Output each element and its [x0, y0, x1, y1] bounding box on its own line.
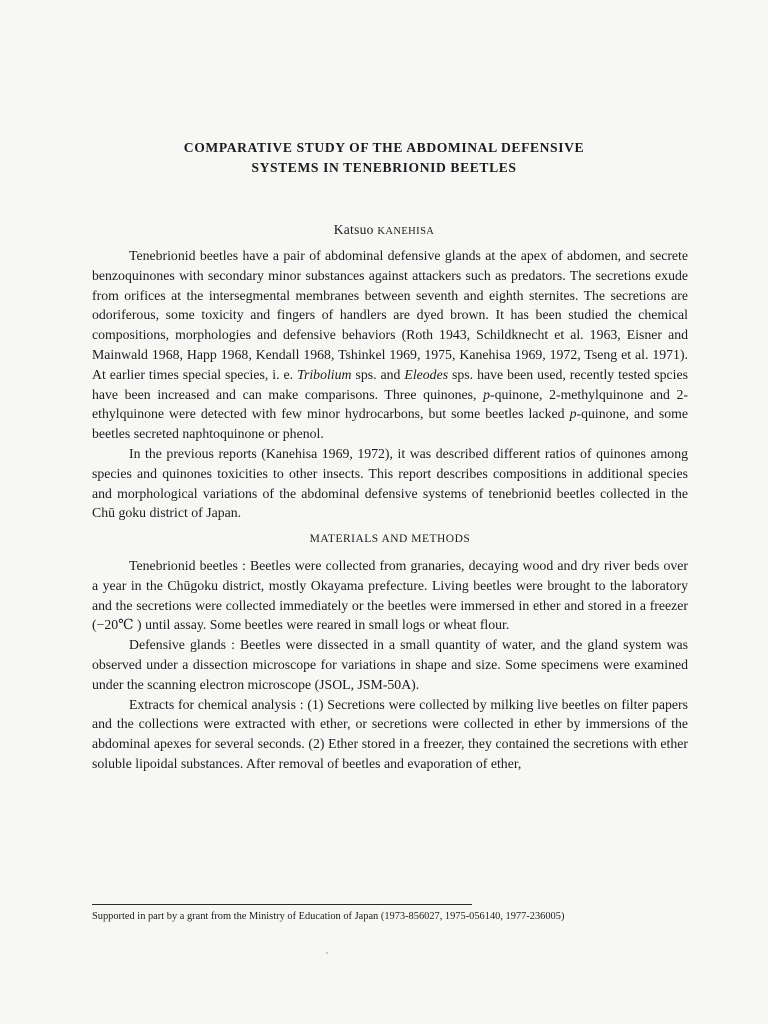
text-run: -quinone, and some beetles secreted naphtoquinone or phenol.	[92, 406, 689, 442]
author-family-name: KANEHISA	[377, 226, 435, 237]
genus-name: Eleodes	[404, 366, 449, 382]
title-line-2: SYSTEMS IN TENEBRIONID BEETLES	[251, 160, 517, 175]
text-run: sps. and	[351, 366, 405, 382]
paper-title	[0, 138, 768, 178]
scan-speck	[326, 952, 328, 954]
footnote: Supported in part by a grant from the Ministry of Education of Japan (1973-856027, 1975-056140, 1977-236005)	[92, 911, 565, 922]
intro-paragraph-1	[92, 246, 688, 444]
methods-paragraph-1: Tenebrionid beetles : Beetles were collected from granaries, decaying wood and dry river beds over a year in the Chūgoku district, mostly Okayama prefecture. Living beetles were brought to the laboratory and the secretions were collected immediately or the beetles were immersed in ether and stored in a freezer (−20℃ ) until assay. Some beetles were reared in small logs or wheat flour.	[92, 557, 688, 633]
para-prefix: p	[483, 386, 490, 402]
text-run: sps. have been used, recently tested spcies have been increased and can make comparisons. Three quinones,	[92, 366, 689, 402]
genus-name: Tribolium	[297, 366, 352, 382]
intro-paragraph-2: In the previous reports (Kanehisa 1969, 1972), it was described different ratios of quinones among species and quinones toxicities to other insects. This report describes compositions in additional species and morphological variations of the abdominal defensive systems of tenebrionid beetles collected in the Chū goku district of Japan.	[92, 445, 688, 521]
text-run: Tenebrionid beetles have a pair of abdominal defensive glands at the apex of abdomen, and secrete benzoquinones with secondary minor substances against attackers such as predators. The secretions exude from orifices at the intersegmental membranes between seventh and eighth sternites. The secretions are odoriferous, some toxicity and fingers of handlers are dyed brown. It has been studied the chemical compositions, morphologies and defensive behaviors (Roth 1943, Schildknecht et al. 1963, Eisner and Mainwald 1968, Happ 1968, Kendall 1968, Tshinkel 1969, 1975, Kanehisa 1969, 1972, Tseng et al. 1971). At earlier times special species, i. e.	[92, 248, 688, 382]
author-given-name: Katsuo	[333, 222, 374, 237]
methods-paragraph-3: Extracts for chemical analysis : (1) Secretions were collected by milking live beetles on filter papers and the collections were extracted with ether, or secretions were collected in ether by immersions of the abdominal apexes for several seconds. (2) Ether stored in a freezer, they contained the secretions with ether soluble lipoidal substances. After removal of beetles and evaporation of ether,	[92, 696, 688, 771]
section-heading: MATERIALS AND METHODS	[309, 533, 471, 546]
title-line-1: COMPARATIVE STUDY OF THE ABDOMINAL DEFENSIVE	[183, 140, 585, 155]
text-run: -quinone, 2-methylquinone and 2-ethylquinone were detected with few minor hydrocarbons, but some beetles lacked	[92, 386, 688, 422]
methods-paragraph-2: Defensive glands : Beetles were dissected in a small quantity of water, and the gland system was observed under a dissection microscope for variations in shape and size. Some specimens were examined under the scanning electron microscope (JSOL, JSM-50A).	[92, 637, 688, 692]
para-prefix: p	[569, 406, 577, 422]
author-byline	[0, 222, 768, 238]
footnote-rule	[92, 904, 472, 905]
paper-body	[92, 246, 688, 774]
